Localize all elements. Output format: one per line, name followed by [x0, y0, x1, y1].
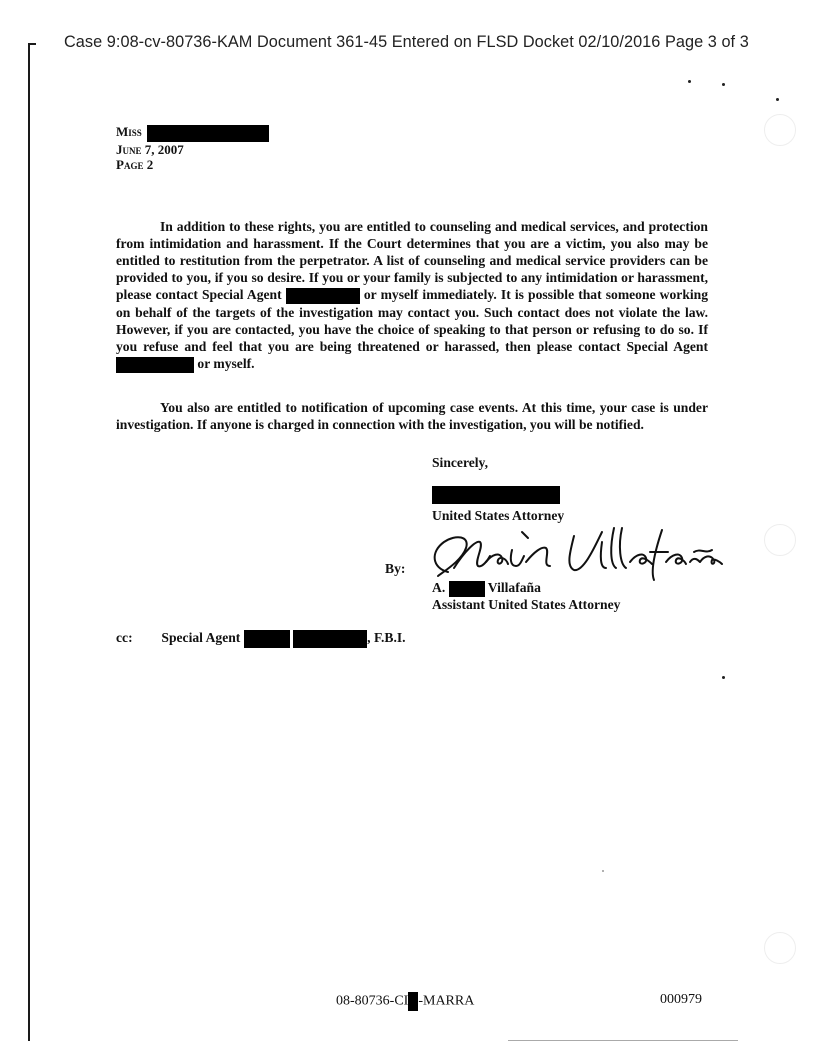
redaction-footer — [408, 992, 418, 1011]
footer-case-number — [336, 992, 474, 1011]
us-attorney-title: United States Attorney — [432, 508, 565, 523]
redaction-signer-first-name — [449, 581, 485, 597]
footer-case-suffix: -MARRA — [418, 993, 475, 1009]
redaction-recipient-name — [147, 125, 269, 142]
redaction-cc-agent-last — [293, 630, 367, 648]
docket-header: Case 9:08-cv-80736-KAM Document 361-45 Entered on FLSD Docket 02/10/2016 Page 3 of 3 — [64, 33, 749, 51]
signer-name-line — [432, 580, 541, 597]
redaction-us-attorney-name — [432, 486, 560, 504]
redaction-agent-name-2 — [116, 357, 194, 373]
redaction-cc-agent-first — [244, 630, 290, 648]
scan-hole-mark — [764, 114, 796, 146]
scan-hole-mark — [764, 932, 796, 964]
closing-sincerely: Sincerely, — [432, 455, 489, 470]
cc-prefix: Special Agent — [161, 630, 241, 646]
signer-surname: Villafaña — [487, 580, 541, 595]
address-block — [116, 124, 269, 172]
redaction-agent-name-1 — [286, 288, 360, 304]
scan-speck — [722, 676, 725, 679]
letter-date: June 7, 2007 — [116, 141, 184, 157]
paragraph-notification-text: You also are entitled to notification of upcoming case events. At this time, your case is under investigation. If anyone is charged in connection with the investigation, you will be notified. — [116, 400, 708, 432]
page-left-border — [28, 43, 30, 1041]
handwritten-signature — [424, 522, 724, 584]
scan-speck — [776, 98, 779, 101]
paragraph-rights-part2: or myself immediately. It is possible that someone working on behalf of the targets of the investigation may contact you. Such contact does not violate the law. However, if you are contacted, you have the choice of speaking to that person or refusing to do so. If you refuse and feel that you are being threatened or harassed, then please contact Special Agent — [116, 287, 709, 354]
scan-bottom-line — [508, 1040, 738, 1041]
paragraph-rights-part1: In addition to these rights, you are entitled to counseling and medical services, and protection from intimidation and harassment. If the Court determines that you are a victim, you also may be entitled to restitution from the perpetrator. A list of counseling and medical service providers can be provided to you, if you so desire. If you or your family is subjected to any intimidation or harassment, please contact Special Agent — [116, 219, 708, 302]
scan-speck — [602, 870, 604, 872]
paragraph-notification — [116, 399, 708, 433]
cc-line — [116, 630, 406, 648]
cc-suffix: , F.B.I. — [367, 630, 406, 646]
bates-number: 000979 — [660, 992, 702, 1007]
signer-title: Assistant United States Attorney — [432, 597, 621, 612]
by-label: By: — [385, 561, 406, 576]
letter-page-number: Page 2 — [116, 156, 154, 172]
signer-initial: A. — [432, 580, 446, 595]
paragraph-rights-part3: or myself. — [197, 355, 255, 371]
recipient-salutation: Miss — [116, 124, 142, 139]
scan-speck — [722, 83, 725, 86]
page-border-tick — [28, 43, 36, 45]
paragraph-rights — [116, 218, 708, 373]
footer-case-prefix: 08-80736-CI — [336, 993, 409, 1009]
scan-hole-mark — [764, 524, 796, 556]
scan-speck — [688, 80, 691, 83]
cc-label: cc: — [116, 630, 133, 646]
